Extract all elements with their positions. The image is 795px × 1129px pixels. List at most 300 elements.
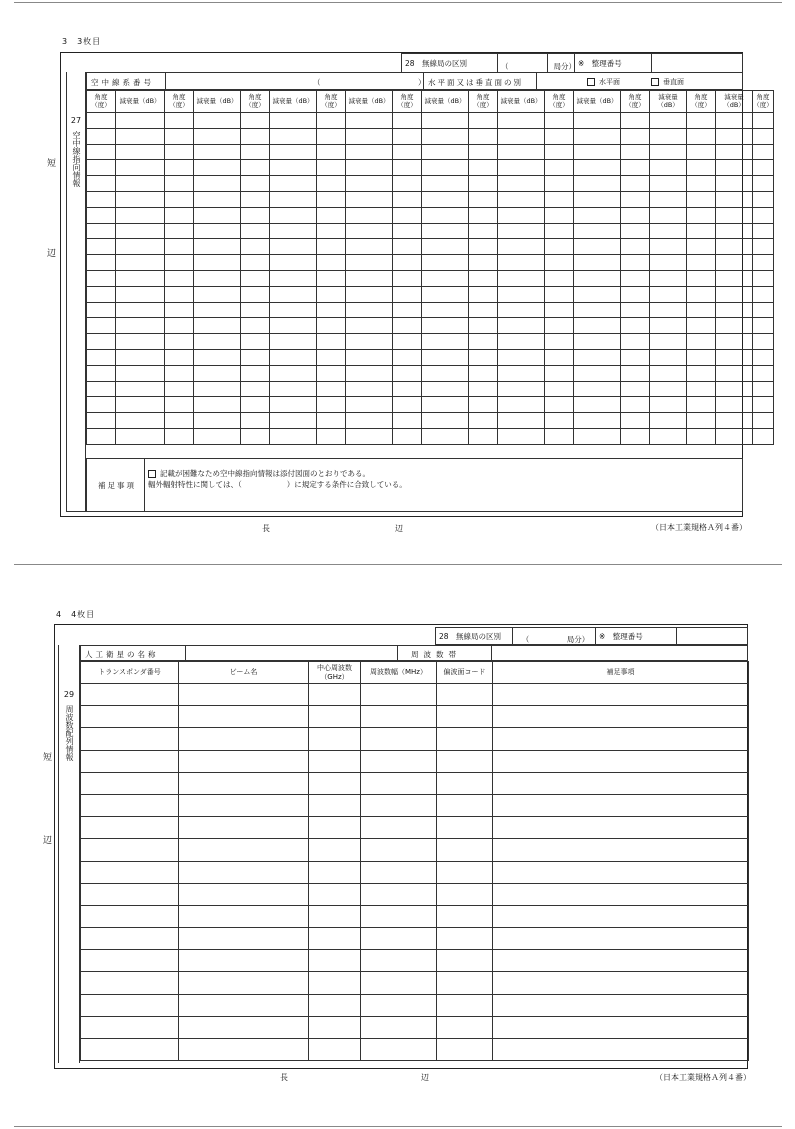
table-cell[interactable] xyxy=(716,113,753,129)
table-cell[interactable] xyxy=(116,144,165,160)
table-cell[interactable] xyxy=(545,413,574,429)
table-cell[interactable] xyxy=(81,772,179,794)
table-cell[interactable] xyxy=(650,302,687,318)
table-cell[interactable] xyxy=(317,207,346,223)
table-cell[interactable] xyxy=(87,223,116,239)
table-cell[interactable] xyxy=(650,413,687,429)
table-cell[interactable] xyxy=(194,239,241,255)
table-cell[interactable] xyxy=(437,905,493,927)
table-cell[interactable] xyxy=(270,128,317,144)
table-cell[interactable] xyxy=(437,1039,493,1061)
table-cell[interactable] xyxy=(545,334,574,350)
table-cell[interactable] xyxy=(422,144,469,160)
table-cell[interactable] xyxy=(422,223,469,239)
table-cell[interactable] xyxy=(179,994,309,1016)
table-cell[interactable] xyxy=(753,144,774,160)
table-cell[interactable] xyxy=(493,928,749,950)
table-cell[interactable] xyxy=(393,302,422,318)
table-cell[interactable] xyxy=(687,191,716,207)
table-cell[interactable] xyxy=(393,334,422,350)
table-cell[interactable] xyxy=(574,428,621,444)
table-cell[interactable] xyxy=(81,839,179,861)
table-cell[interactable] xyxy=(650,255,687,271)
table-cell[interactable] xyxy=(270,349,317,365)
table-cell[interactable] xyxy=(687,223,716,239)
table-cell[interactable] xyxy=(437,750,493,772)
table-cell[interactable] xyxy=(165,160,194,176)
table-cell[interactable] xyxy=(621,176,650,192)
table-cell[interactable] xyxy=(545,286,574,302)
table-cell[interactable] xyxy=(270,334,317,350)
table-cell[interactable] xyxy=(361,972,437,994)
table-cell[interactable] xyxy=(241,334,270,350)
table-cell[interactable] xyxy=(621,302,650,318)
table-cell[interactable] xyxy=(81,1039,179,1061)
table-cell[interactable] xyxy=(545,255,574,271)
table-cell[interactable] xyxy=(346,239,393,255)
table-cell[interactable] xyxy=(179,950,309,972)
table-cell[interactable] xyxy=(469,191,498,207)
table-cell[interactable] xyxy=(116,349,165,365)
table-cell[interactable] xyxy=(165,144,194,160)
table-cell[interactable] xyxy=(317,160,346,176)
table-cell[interactable] xyxy=(317,302,346,318)
table-cell[interactable] xyxy=(753,365,774,381)
table-cell[interactable] xyxy=(393,128,422,144)
table-cell[interactable] xyxy=(116,428,165,444)
table-cell[interactable] xyxy=(498,381,545,397)
table-cell[interactable] xyxy=(241,365,270,381)
table-cell[interactable] xyxy=(716,428,753,444)
table-cell[interactable] xyxy=(87,302,116,318)
table-cell[interactable] xyxy=(493,883,749,905)
table-cell[interactable] xyxy=(574,365,621,381)
table-cell[interactable] xyxy=(422,334,469,350)
table-cell[interactable] xyxy=(87,128,116,144)
table-cell[interactable] xyxy=(687,207,716,223)
table-cell[interactable] xyxy=(241,113,270,129)
table-cell[interactable] xyxy=(116,318,165,334)
table-cell[interactable] xyxy=(422,270,469,286)
table-cell[interactable] xyxy=(545,397,574,413)
table-cell[interactable] xyxy=(194,381,241,397)
table-cell[interactable] xyxy=(753,318,774,334)
table-cell[interactable] xyxy=(422,365,469,381)
table-cell[interactable] xyxy=(753,113,774,129)
table-cell[interactable] xyxy=(422,176,469,192)
table-cell[interactable] xyxy=(437,706,493,728)
table-cell[interactable] xyxy=(621,286,650,302)
table-cell[interactable] xyxy=(574,318,621,334)
table-cell[interactable] xyxy=(165,334,194,350)
table-cell[interactable] xyxy=(753,397,774,413)
table-cell[interactable] xyxy=(393,286,422,302)
table-cell[interactable] xyxy=(687,270,716,286)
sheet3-station-class-value[interactable]: （ 局分） xyxy=(497,53,575,73)
table-cell[interactable] xyxy=(309,839,361,861)
table-cell[interactable] xyxy=(753,255,774,271)
table-cell[interactable] xyxy=(574,413,621,429)
table-cell[interactable] xyxy=(393,381,422,397)
table-cell[interactable] xyxy=(493,706,749,728)
table-cell[interactable] xyxy=(393,270,422,286)
table-cell[interactable] xyxy=(650,176,687,192)
table-cell[interactable] xyxy=(393,144,422,160)
table-cell[interactable] xyxy=(165,286,194,302)
table-cell[interactable] xyxy=(493,750,749,772)
table-cell[interactable] xyxy=(469,349,498,365)
table-cell[interactable] xyxy=(393,397,422,413)
table-cell[interactable] xyxy=(361,684,437,706)
table-cell[interactable] xyxy=(437,950,493,972)
table-cell[interactable] xyxy=(545,191,574,207)
table-cell[interactable] xyxy=(574,207,621,223)
table-cell[interactable] xyxy=(81,750,179,772)
table-cell[interactable] xyxy=(574,223,621,239)
table-cell[interactable] xyxy=(116,128,165,144)
table-cell[interactable] xyxy=(498,191,545,207)
table-cell[interactable] xyxy=(179,972,309,994)
table-cell[interactable] xyxy=(346,144,393,160)
table-cell[interactable] xyxy=(422,160,469,176)
table-cell[interactable] xyxy=(621,397,650,413)
table-cell[interactable] xyxy=(545,365,574,381)
table-cell[interactable] xyxy=(574,255,621,271)
table-cell[interactable] xyxy=(346,318,393,334)
table-cell[interactable] xyxy=(270,413,317,429)
table-cell[interactable] xyxy=(241,318,270,334)
table-cell[interactable] xyxy=(270,191,317,207)
table-cell[interactable] xyxy=(87,160,116,176)
table-cell[interactable] xyxy=(716,397,753,413)
table-cell[interactable] xyxy=(194,349,241,365)
table-cell[interactable] xyxy=(241,255,270,271)
table-cell[interactable] xyxy=(469,365,498,381)
sheet3-horizontal-option[interactable] xyxy=(587,77,620,87)
table-cell[interactable] xyxy=(116,239,165,255)
table-cell[interactable] xyxy=(422,113,469,129)
table-cell[interactable] xyxy=(393,255,422,271)
table-cell[interactable] xyxy=(574,113,621,129)
table-cell[interactable] xyxy=(422,349,469,365)
table-cell[interactable] xyxy=(493,905,749,927)
table-cell[interactable] xyxy=(437,1016,493,1038)
table-cell[interactable] xyxy=(621,255,650,271)
table-cell[interactable] xyxy=(498,365,545,381)
table-cell[interactable] xyxy=(317,128,346,144)
table-cell[interactable] xyxy=(241,176,270,192)
table-cell[interactable] xyxy=(687,176,716,192)
table-cell[interactable] xyxy=(116,302,165,318)
table-cell[interactable] xyxy=(165,381,194,397)
table-cell[interactable] xyxy=(687,113,716,129)
table-cell[interactable] xyxy=(194,223,241,239)
table-cell[interactable] xyxy=(346,113,393,129)
table-cell[interactable] xyxy=(270,239,317,255)
table-cell[interactable] xyxy=(317,428,346,444)
table-cell[interactable] xyxy=(241,191,270,207)
table-cell[interactable] xyxy=(498,223,545,239)
table-cell[interactable] xyxy=(574,286,621,302)
table-cell[interactable] xyxy=(753,349,774,365)
table-cell[interactable] xyxy=(621,349,650,365)
table-cell[interactable] xyxy=(574,397,621,413)
table-cell[interactable] xyxy=(87,207,116,223)
table-cell[interactable] xyxy=(437,839,493,861)
table-cell[interactable] xyxy=(753,270,774,286)
table-cell[interactable] xyxy=(270,428,317,444)
table-cell[interactable] xyxy=(545,128,574,144)
table-cell[interactable] xyxy=(716,270,753,286)
table-cell[interactable] xyxy=(498,318,545,334)
table-cell[interactable] xyxy=(317,144,346,160)
table-cell[interactable] xyxy=(422,207,469,223)
table-cell[interactable] xyxy=(469,318,498,334)
table-cell[interactable] xyxy=(574,191,621,207)
table-cell[interactable] xyxy=(753,413,774,429)
table-cell[interactable] xyxy=(545,349,574,365)
table-cell[interactable] xyxy=(393,176,422,192)
table-cell[interactable] xyxy=(687,397,716,413)
table-cell[interactable] xyxy=(687,160,716,176)
table-cell[interactable] xyxy=(317,334,346,350)
table-cell[interactable] xyxy=(621,144,650,160)
table-cell[interactable] xyxy=(437,772,493,794)
table-cell[interactable] xyxy=(716,349,753,365)
table-cell[interactable] xyxy=(241,286,270,302)
table-cell[interactable] xyxy=(498,334,545,350)
table-cell[interactable] xyxy=(87,365,116,381)
table-cell[interactable] xyxy=(469,334,498,350)
table-cell[interactable] xyxy=(317,413,346,429)
table-cell[interactable] xyxy=(317,349,346,365)
table-cell[interactable] xyxy=(309,706,361,728)
table-cell[interactable] xyxy=(716,334,753,350)
table-cell[interactable] xyxy=(270,144,317,160)
table-cell[interactable] xyxy=(493,1039,749,1061)
table-cell[interactable] xyxy=(194,428,241,444)
table-cell[interactable] xyxy=(317,191,346,207)
table-cell[interactable] xyxy=(687,128,716,144)
table-cell[interactable] xyxy=(116,286,165,302)
table-cell[interactable] xyxy=(309,928,361,950)
table-cell[interactable] xyxy=(270,255,317,271)
table-cell[interactable] xyxy=(194,413,241,429)
table-cell[interactable] xyxy=(393,113,422,129)
table-cell[interactable] xyxy=(346,207,393,223)
table-cell[interactable] xyxy=(270,365,317,381)
table-cell[interactable] xyxy=(194,334,241,350)
table-cell[interactable] xyxy=(87,144,116,160)
table-cell[interactable] xyxy=(346,397,393,413)
table-cell[interactable] xyxy=(346,191,393,207)
table-cell[interactable] xyxy=(165,176,194,192)
table-cell[interactable] xyxy=(493,950,749,972)
sheet4-station-class-value[interactable]: （ 局分） xyxy=(512,627,596,645)
table-cell[interactable] xyxy=(87,334,116,350)
table-cell[interactable] xyxy=(270,381,317,397)
table-cell[interactable] xyxy=(361,994,437,1016)
table-cell[interactable] xyxy=(270,286,317,302)
table-cell[interactable] xyxy=(687,365,716,381)
table-cell[interactable] xyxy=(116,255,165,271)
table-cell[interactable] xyxy=(81,905,179,927)
table-cell[interactable] xyxy=(469,239,498,255)
table-cell[interactable] xyxy=(753,128,774,144)
table-cell[interactable] xyxy=(422,381,469,397)
table-cell[interactable] xyxy=(753,223,774,239)
table-cell[interactable] xyxy=(687,381,716,397)
table-cell[interactable] xyxy=(116,207,165,223)
table-cell[interactable] xyxy=(493,684,749,706)
table-cell[interactable] xyxy=(621,223,650,239)
sheet3-antenna-paren[interactable]: （ ） xyxy=(313,78,426,87)
table-cell[interactable] xyxy=(87,428,116,444)
table-cell[interactable] xyxy=(716,413,753,429)
table-cell[interactable] xyxy=(241,160,270,176)
table-cell[interactable] xyxy=(309,972,361,994)
table-cell[interactable] xyxy=(361,750,437,772)
table-cell[interactable] xyxy=(241,302,270,318)
table-cell[interactable] xyxy=(116,191,165,207)
table-cell[interactable] xyxy=(361,817,437,839)
table-cell[interactable] xyxy=(469,428,498,444)
table-cell[interactable] xyxy=(621,191,650,207)
table-cell[interactable] xyxy=(498,144,545,160)
table-cell[interactable] xyxy=(81,794,179,816)
table-cell[interactable] xyxy=(650,318,687,334)
horizontal-checkbox[interactable] xyxy=(587,78,595,86)
table-cell[interactable] xyxy=(498,160,545,176)
table-cell[interactable] xyxy=(165,302,194,318)
table-cell[interactable] xyxy=(179,839,309,861)
table-cell[interactable] xyxy=(361,839,437,861)
table-cell[interactable] xyxy=(241,413,270,429)
table-cell[interactable] xyxy=(687,349,716,365)
table-cell[interactable] xyxy=(545,318,574,334)
table-cell[interactable] xyxy=(545,223,574,239)
table-cell[interactable] xyxy=(469,207,498,223)
table-cell[interactable] xyxy=(346,270,393,286)
table-cell[interactable] xyxy=(469,144,498,160)
table-cell[interactable] xyxy=(81,817,179,839)
table-cell[interactable] xyxy=(716,302,753,318)
table-cell[interactable] xyxy=(179,794,309,816)
table-cell[interactable] xyxy=(165,113,194,129)
table-cell[interactable] xyxy=(361,706,437,728)
table-cell[interactable] xyxy=(194,113,241,129)
table-cell[interactable] xyxy=(194,397,241,413)
table-cell[interactable] xyxy=(574,381,621,397)
table-cell[interactable] xyxy=(165,413,194,429)
table-cell[interactable] xyxy=(317,270,346,286)
table-cell[interactable] xyxy=(422,128,469,144)
table-cell[interactable] xyxy=(116,270,165,286)
table-cell[interactable] xyxy=(87,239,116,255)
table-cell[interactable] xyxy=(687,239,716,255)
table-cell[interactable] xyxy=(81,1016,179,1038)
table-cell[interactable] xyxy=(87,113,116,129)
table-cell[interactable] xyxy=(116,413,165,429)
table-cell[interactable] xyxy=(346,255,393,271)
table-cell[interactable] xyxy=(753,207,774,223)
table-cell[interactable] xyxy=(309,772,361,794)
table-cell[interactable] xyxy=(753,334,774,350)
table-cell[interactable] xyxy=(753,381,774,397)
table-cell[interactable] xyxy=(241,128,270,144)
table-cell[interactable] xyxy=(361,728,437,750)
table-cell[interactable] xyxy=(270,176,317,192)
table-cell[interactable] xyxy=(437,972,493,994)
table-cell[interactable] xyxy=(361,928,437,950)
table-cell[interactable] xyxy=(81,928,179,950)
table-cell[interactable] xyxy=(650,334,687,350)
table-cell[interactable] xyxy=(87,397,116,413)
table-cell[interactable] xyxy=(194,160,241,176)
table-cell[interactable] xyxy=(498,255,545,271)
table-cell[interactable] xyxy=(716,239,753,255)
table-cell[interactable] xyxy=(179,1016,309,1038)
table-cell[interactable] xyxy=(469,176,498,192)
table-cell[interactable] xyxy=(81,706,179,728)
table-cell[interactable] xyxy=(179,1039,309,1061)
table-cell[interactable] xyxy=(716,207,753,223)
table-cell[interactable] xyxy=(621,270,650,286)
table-cell[interactable] xyxy=(116,365,165,381)
table-cell[interactable] xyxy=(469,286,498,302)
table-cell[interactable] xyxy=(165,428,194,444)
table-cell[interactable] xyxy=(650,270,687,286)
sheet4-ref-no-value[interactable] xyxy=(676,627,748,645)
table-cell[interactable] xyxy=(469,255,498,271)
table-cell[interactable] xyxy=(469,223,498,239)
table-cell[interactable] xyxy=(437,817,493,839)
table-cell[interactable] xyxy=(194,191,241,207)
table-cell[interactable] xyxy=(393,428,422,444)
table-cell[interactable] xyxy=(393,349,422,365)
table-cell[interactable] xyxy=(716,318,753,334)
table-cell[interactable] xyxy=(650,428,687,444)
table-cell[interactable] xyxy=(422,428,469,444)
table-cell[interactable] xyxy=(687,334,716,350)
table-cell[interactable] xyxy=(621,413,650,429)
table-cell[interactable] xyxy=(650,207,687,223)
note1-checkbox[interactable] xyxy=(148,470,156,478)
table-cell[interactable] xyxy=(650,144,687,160)
table-cell[interactable] xyxy=(650,239,687,255)
table-cell[interactable] xyxy=(650,113,687,129)
table-cell[interactable] xyxy=(317,223,346,239)
table-cell[interactable] xyxy=(270,397,317,413)
table-cell[interactable] xyxy=(469,160,498,176)
table-cell[interactable] xyxy=(165,223,194,239)
table-cell[interactable] xyxy=(116,334,165,350)
table-cell[interactable] xyxy=(116,223,165,239)
table-cell[interactable] xyxy=(574,239,621,255)
table-cell[interactable] xyxy=(116,397,165,413)
table-cell[interactable] xyxy=(309,861,361,883)
table-cell[interactable] xyxy=(422,397,469,413)
table-cell[interactable] xyxy=(165,365,194,381)
sheet3-vertical-option[interactable] xyxy=(651,77,684,87)
table-cell[interactable] xyxy=(346,223,393,239)
table-cell[interactable] xyxy=(687,428,716,444)
table-cell[interactable] xyxy=(687,286,716,302)
table-cell[interactable] xyxy=(545,239,574,255)
table-cell[interactable] xyxy=(309,950,361,972)
table-cell[interactable] xyxy=(498,428,545,444)
table-cell[interactable] xyxy=(498,270,545,286)
